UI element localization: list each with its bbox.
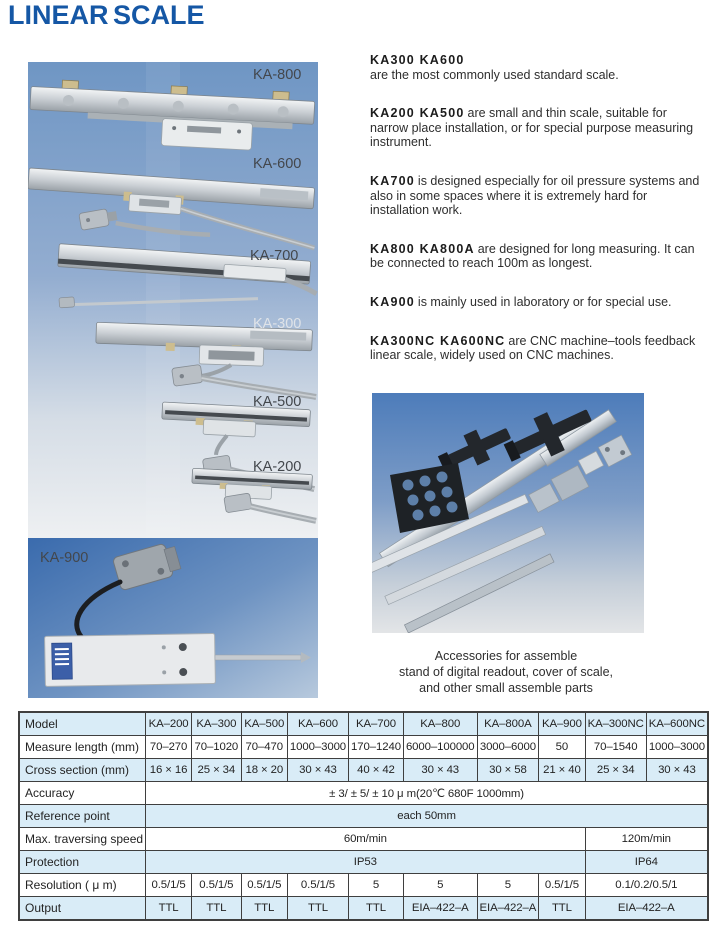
cell: 0.5/1/5	[241, 874, 287, 897]
cell: 30 × 58	[477, 759, 539, 782]
row-max-traversing-speed	[19, 828, 708, 851]
cell: IP53	[146, 851, 586, 874]
caption-line: stand of digital readout, cover of scale,	[398, 665, 613, 679]
cell: 50	[539, 736, 585, 759]
cell: TTL	[287, 897, 348, 921]
row-output	[19, 897, 708, 921]
cell: 16 × 16	[146, 759, 192, 782]
description-ka800	[370, 242, 708, 271]
cell: KA–800	[403, 712, 477, 736]
cell: 70–270	[146, 736, 192, 759]
cell: each 50mm	[146, 805, 708, 828]
cell: EIA–422–A	[585, 897, 708, 921]
cell: TTL	[241, 897, 287, 921]
cell: 0.5/1/5	[539, 874, 585, 897]
description-ka200-ka500	[370, 106, 708, 150]
cell: 30 × 43	[403, 759, 477, 782]
caption-line: and other small assemble parts	[419, 681, 593, 695]
cell: Accuracy	[19, 782, 146, 805]
cell: KA–300	[192, 712, 242, 736]
description-ka300-ka600	[370, 53, 708, 82]
accessories-photo	[372, 393, 644, 633]
cell: IP64	[585, 851, 708, 874]
cell: KA–300NC	[585, 712, 646, 736]
caption-line: Accessories for assemble	[434, 649, 578, 663]
product-photo	[28, 62, 318, 698]
cell: 70–1540	[585, 736, 646, 759]
cell: ± 3/ ± 5/ ± 10 μ m(20℃ 680F 1000mm)	[146, 782, 708, 805]
cell: Reference point	[19, 805, 146, 828]
cell: Max. traversing speed	[19, 828, 146, 851]
cell: 30 × 43	[646, 759, 708, 782]
row-accuracy	[19, 782, 708, 805]
cell: TTL	[349, 897, 404, 921]
accessories-caption	[370, 648, 642, 696]
cell: Output	[19, 897, 146, 921]
product-photo-art	[28, 62, 318, 698]
cell: 0.1/0.2/0.5/1	[585, 874, 708, 897]
cell: KA–200	[146, 712, 192, 736]
cell: EIA–422–A	[403, 897, 477, 921]
spec-table	[18, 711, 709, 921]
model-name: KA700	[370, 173, 415, 188]
photo-label-ka800: KA-800	[253, 67, 302, 83]
cell: 70–1020	[192, 736, 242, 759]
cell: 25 × 34	[192, 759, 242, 782]
description-ka900	[370, 295, 708, 310]
row-reference-point	[19, 805, 708, 828]
cell: 1000–3000	[646, 736, 708, 759]
ka900-probe	[215, 655, 301, 660]
cell: 1000–3000	[287, 736, 348, 759]
model-name: KA300NC KA600NC	[370, 333, 506, 348]
photo-label-ka600: KA-600	[253, 156, 302, 172]
row-cross-section	[19, 759, 708, 782]
description-ka700	[370, 174, 708, 218]
ka900-body	[45, 633, 216, 686]
cell: Model	[19, 712, 146, 736]
description-text: are designed for long measuring. It can be connected to reach 100m as longest.	[370, 241, 695, 271]
cell: KA–800A	[477, 712, 539, 736]
cell: EIA–422–A	[477, 897, 539, 921]
cell: Cross section (mm)	[19, 759, 146, 782]
description-text: is designed especially for oil pressure systems and also in some spaces where it is extremely hard for installation work.	[370, 173, 700, 218]
cell: 40 × 42	[349, 759, 404, 782]
cell: 170–1240	[349, 736, 404, 759]
cell: 0.5/1/5	[192, 874, 242, 897]
description-text: are CNC machine–tools feedback linear scale, widely used on CNC machines.	[370, 333, 696, 363]
cell: 25 × 34	[585, 759, 646, 782]
cell: KA–900	[539, 712, 585, 736]
row-protection	[19, 851, 708, 874]
cell: Measure length (mm)	[19, 736, 146, 759]
cell: KA–700	[349, 712, 404, 736]
cell: 3000–6000	[477, 736, 539, 759]
cell: 120m/min	[585, 828, 708, 851]
photo-label-ka500: KA-500	[253, 394, 302, 410]
cell: Protection	[19, 851, 146, 874]
cell: 6000–100000	[403, 736, 477, 759]
model-name: KA800 KA800A	[370, 241, 475, 256]
description-ka300nc	[370, 334, 708, 363]
photo-label-ka900: KA-900	[40, 550, 89, 566]
photo-label-ka700: KA-700	[250, 248, 299, 264]
cell: 70–470	[241, 736, 287, 759]
accessories-photo-art	[372, 393, 644, 633]
description-text: is mainly used in laboratory or for special use.	[417, 294, 672, 309]
model-name: KA300 KA600	[370, 53, 465, 67]
cell: KA–500	[241, 712, 287, 736]
cell: 0.5/1/5	[146, 874, 192, 897]
row-model	[19, 712, 708, 736]
model-name: KA200 KA500	[370, 106, 465, 121]
cell: 5	[349, 874, 404, 897]
cell: 30 × 43	[287, 759, 348, 782]
cell: TTL	[539, 897, 585, 921]
row-measure-length	[19, 736, 708, 759]
cell: KA–600	[287, 712, 348, 736]
cell: 21 × 40	[539, 759, 585, 782]
page-title: LINEAR SCALE	[8, 0, 205, 30]
description-text: are small and thin scale, suitable for narrow place installation, or for special purpose measuring instrument.	[370, 106, 694, 150]
cell: TTL	[192, 897, 242, 921]
model-name: KA900	[370, 294, 415, 309]
cell: TTL	[146, 897, 192, 921]
description-text: are the most commonly used standard scale.	[370, 67, 619, 82]
cell: KA–600NC	[646, 712, 708, 736]
cell: 60m/min	[146, 828, 586, 851]
cell: Resolution ( μ m)	[19, 874, 146, 897]
photo-label-ka200: KA-200	[253, 459, 302, 475]
cell: 5	[403, 874, 477, 897]
row-resolution	[19, 874, 708, 897]
cell: 0.5/1/5	[287, 874, 348, 897]
cell: 5	[477, 874, 539, 897]
cell: 18 × 20	[241, 759, 287, 782]
product-descriptions	[370, 53, 708, 387]
photo-label-ka300: KA-300	[253, 316, 302, 332]
